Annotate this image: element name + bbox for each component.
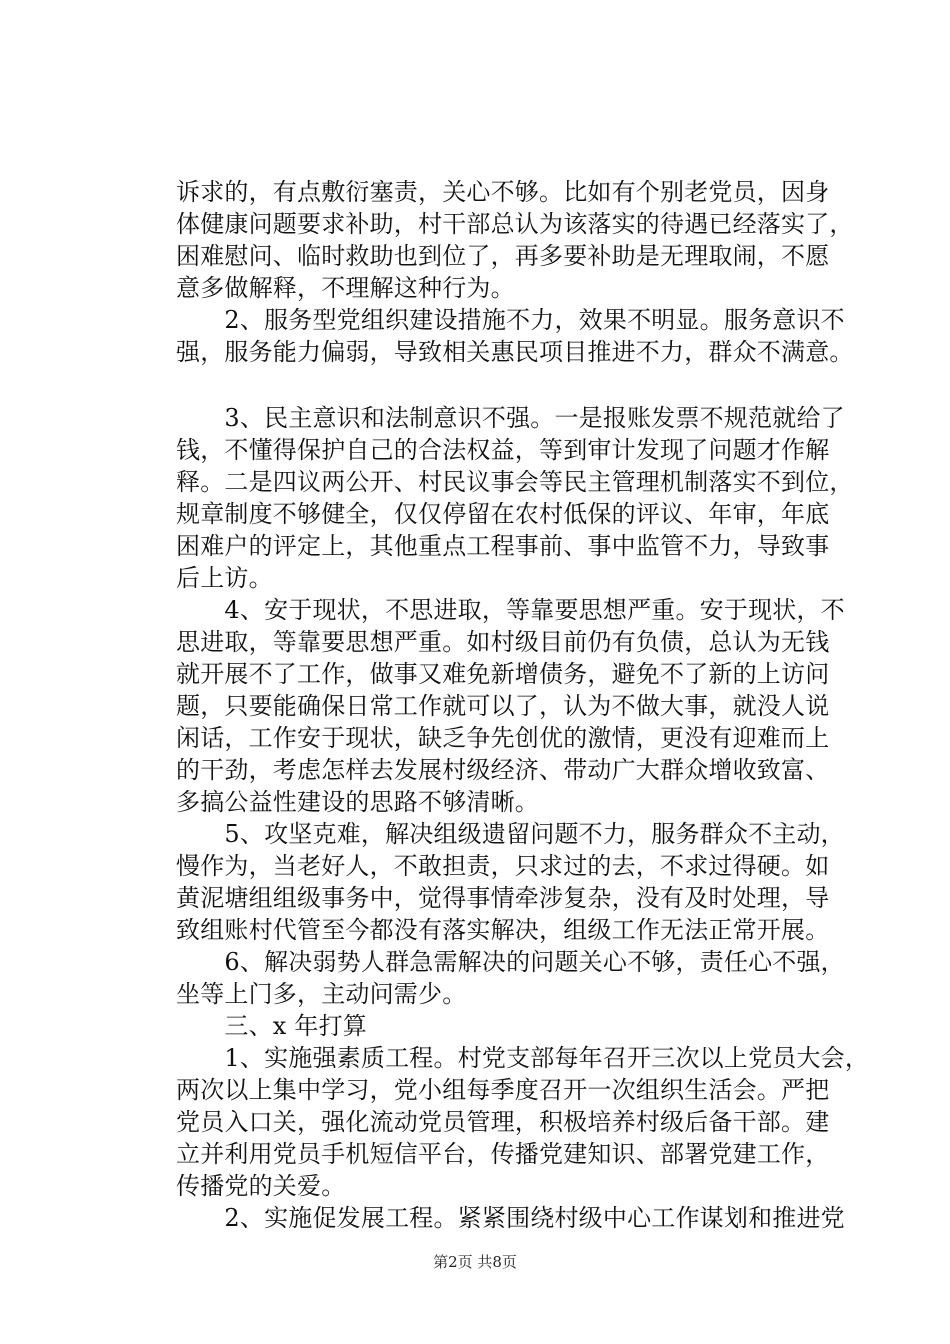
page-number-footer: 第2页 共8页: [433, 1253, 517, 1271]
text-line: 3、民主意识和法制意识不强。一是报账发票不规范就给了: [176, 404, 845, 432]
text-line: 立并利用党员手机短信平台，传播党建知识、部署党建工作，: [176, 1140, 830, 1168]
text-line: 题，只要能确保日常工作就可以了，认为不做大事，就没人说: [176, 692, 830, 720]
text-line: 规章制度不够健全，仅仅停留在农村低保的评议、年审，年底: [176, 500, 830, 528]
blank-line: [176, 368, 844, 402]
text-line: 强，服务能力偏弱，导致相关惠民项目推进不力，群众不满意。: [176, 338, 854, 366]
text-line: 困难慰问、临时救助也到位了，再多要补助是无理取闹，不愿: [176, 242, 830, 270]
text-line: 的干劲，考虑怎样去发展村级经济、带动广大群众增收致富、: [176, 756, 830, 784]
document-body: [176, 176, 870, 1234]
text-line: 钱，不懂得保护自己的合法权益，等到审计发现了问题才作解: [176, 436, 830, 464]
text-line: 2、实施促发展工程。紧紧围绕村级中心工作谋划和推进党: [176, 1204, 845, 1232]
text-line: 意多做解释，不理解这种行为。: [176, 274, 515, 302]
text-line: 黄泥塘组组级事务中，觉得事情牵涉复杂，没有及时处理，导: [176, 884, 830, 912]
text-line: 传播党的关爱。: [176, 1172, 346, 1200]
text-line: 4、安于现状，不思进取，等靠要思想严重。安于现状，不: [176, 596, 845, 624]
section-heading: 三、x 年打算: [176, 1012, 367, 1040]
text-line: 闲话，工作安于现状，缺乏争先创优的激情，更没有迎难而上: [176, 724, 830, 752]
text-line: 致组账村代管至今都没有落实解决，组级工作无法正常开展。: [176, 916, 830, 944]
text-line: 慢作为，当老好人，不敢担责，只求过的去，不求过得硬。如: [176, 852, 830, 880]
text-line: 5、攻坚克难，解决组级遗留问题不力，服务群众不主动，: [176, 820, 845, 848]
text-line: 多搞公益性建设的思路不够清晰。: [176, 788, 539, 816]
text-line: 诉求的，有点敷衍塞责，关心不够。比如有个别老党员，因身: [176, 178, 830, 206]
text-line: 坐等上门多，主动问需少。: [176, 980, 467, 1008]
text-line: 体健康问题要求补助，村干部总认为该落实的待遇已经落实了，: [176, 210, 854, 238]
text-line: 就开展不了工作，做事又难免新增债务，避免不了新的上访问: [176, 660, 830, 688]
text-line: 后上访。: [176, 564, 273, 592]
text-line: 6、解决弱势人群急需解决的问题关心不够，责任心不强，: [176, 948, 845, 976]
text-line: 两次以上集中学习，党小组每季度召开一次组织生活会。严把: [176, 1076, 830, 1104]
text-line: 释。二是四议两公开、村民议事会等民主管理机制落实不到位，: [176, 468, 854, 496]
text-line: 1、实施强素质工程。村党支部每年召开三次以上党员大会，: [176, 1044, 870, 1072]
text-line: 思进取，等靠要思想严重。如村级目前仍有负债，总认为无钱: [176, 628, 830, 656]
text-line: 2、服务型党组织建设措施不力，效果不明显。服务意识不: [176, 306, 845, 334]
text-line: 党员入口关，强化流动党员管理，积极培养村级后备干部。建: [176, 1108, 830, 1136]
text-line: 困难户的评定上，其他重点工程事前、事中监管不力，导致事: [176, 532, 830, 560]
